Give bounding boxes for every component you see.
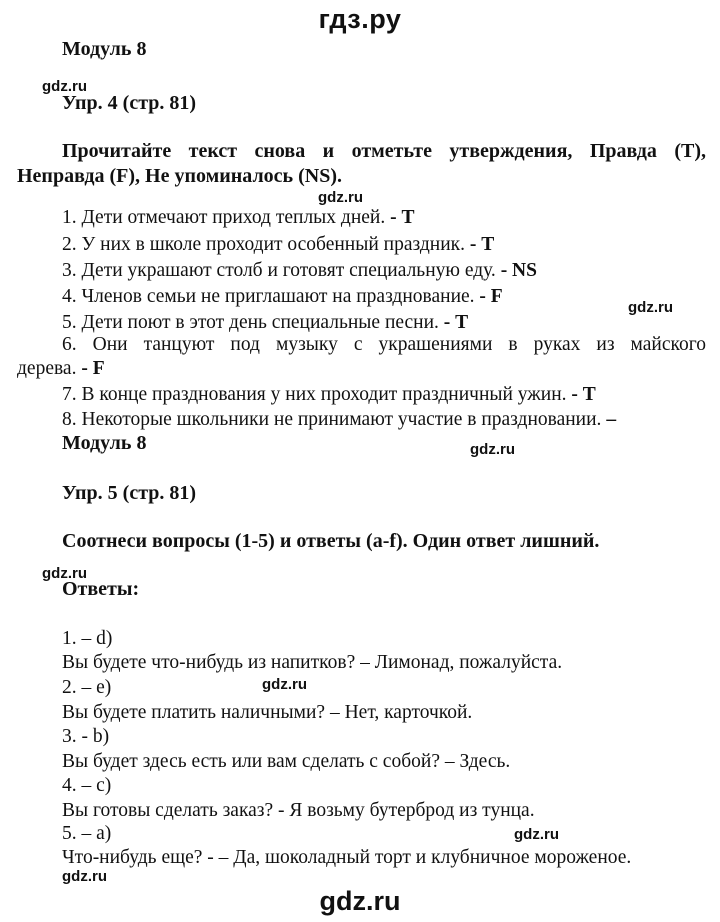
- list-item: 2. У них в школе проходит особенный праздник. - T: [62, 234, 495, 255]
- answer-text: Вы будете платить наличными? – Нет, карточкой.: [62, 702, 473, 723]
- instruction: Прочитайте текст снова и отметьте утверждения, Правда (T),: [62, 140, 706, 162]
- exercise-heading: Упр. 4 (стр. 81): [62, 92, 197, 114]
- answers-heading: Ответы:: [62, 578, 140, 600]
- instruction: Соотнеси вопросы (1-5) и ответы (a-f). Один ответ лишний.: [62, 530, 600, 552]
- answer-key: 3. - b): [62, 726, 110, 747]
- watermark: gdz.ru: [42, 78, 87, 95]
- watermark: gdz.ru: [262, 676, 307, 693]
- exercise-heading: Упр. 5 (стр. 81): [62, 482, 197, 504]
- answer-text: Вы будете что-нибудь из напитков? – Лимонад, пожалуйста.: [62, 652, 563, 673]
- module-heading: Модуль 8: [62, 38, 147, 60]
- watermark: gdz.ru: [42, 565, 87, 582]
- answer-text: Что-нибудь еще? - – Да, шоколадный торт и клубничное мороженое.: [62, 847, 632, 868]
- watermark: gdz.ru: [514, 826, 559, 843]
- site-footer: gdz.ru: [319, 886, 401, 916]
- list-item: 5. Дети поют в этот день специальные песни. - T: [62, 312, 469, 333]
- answer-key: 4. – c): [62, 775, 112, 796]
- watermark: gdz.ru: [470, 441, 515, 458]
- watermark: gdz.ru: [318, 189, 363, 206]
- instruction: Неправда (F), Не упоминалось (NS).: [17, 165, 343, 187]
- list-item: дерева. - F: [17, 358, 105, 379]
- list-item: 8. Некоторые школьники не принимают участие в праздновании. –: [62, 409, 617, 430]
- list-item: 7. В конце празднования у них проходит праздничный ужин. - T: [62, 384, 596, 405]
- answer-text: Вы будет здесь есть или вам сделать с собой? – Здесь.: [62, 751, 511, 772]
- list-item: 1. Дети отмечают приход теплых дней. - T: [62, 207, 415, 228]
- watermark: gdz.ru: [62, 868, 107, 885]
- answer-key: 1. – d): [62, 628, 113, 649]
- module-heading: Модуль 8: [62, 432, 147, 454]
- list-item: 6. Они танцуют под музыку с украшениями в руках из майского: [62, 334, 706, 355]
- answer-key: 5. – a): [62, 823, 112, 844]
- list-item: 3. Дети украшают столб и готовят специальную еду. - NS: [62, 260, 537, 281]
- list-item: 4. Членов семьи не приглашают на празднование. - F: [62, 286, 503, 307]
- watermark: gdz.ru: [628, 299, 673, 316]
- answer-key: 2. – e): [62, 677, 112, 698]
- answer-text: Вы готовы сделать заказ? - Я возьму бутерброд из тунца.: [62, 800, 535, 821]
- site-title: гдз.ру: [318, 4, 402, 34]
